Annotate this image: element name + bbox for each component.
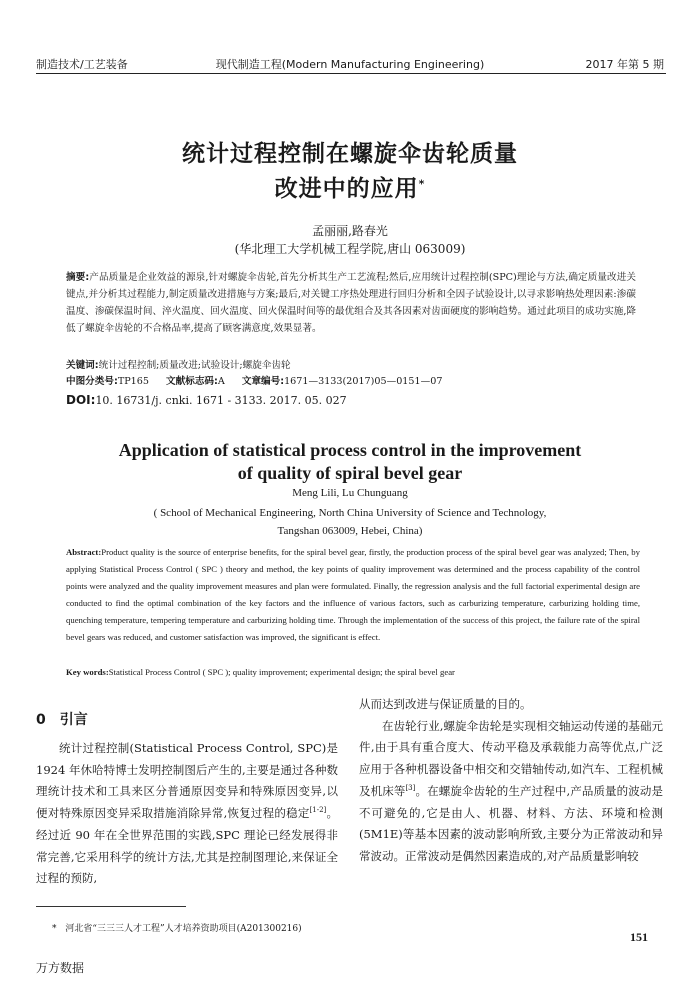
abstract-cn	[66, 269, 636, 337]
section-title: 引言	[59, 712, 88, 728]
left-column-paragraph	[36, 738, 338, 890]
doi-line	[66, 392, 636, 409]
authors-cn: 孟丽丽,路春光	[312, 224, 388, 238]
clc-value: TP165	[117, 376, 149, 387]
affiliation-cn: (华北理工大学机械工程学院,唐山 063009)	[234, 242, 466, 256]
section-number: 0	[36, 712, 46, 728]
doi-value: 10. 16731/j. cnki. 1671 - 3133. 2017. 05. 027	[95, 394, 347, 407]
keywords-en-text: Statistical Process Control ( SPC ); quality improvement; experimental design; the spiral bevel gear	[108, 667, 455, 677]
keywords-cn-label: 关键词:	[66, 360, 99, 371]
title-cn-line2	[0, 170, 700, 203]
abstract-en	[66, 544, 640, 646]
clc-label: 中图分类号:	[66, 376, 118, 387]
section-heading	[36, 709, 88, 729]
abstract-cn-label: 摘要:	[66, 272, 90, 283]
right-paragraph-text-cont: 。在螺旋伞齿轮的生产过程中,产品质量的波动是不可避免的,它是由人、机器、材料、方法、环境和检测(5M1E)等基本因素的波动影响所致,主要分为正常波动和异常波动。正常波动是偶然因素造成的,对产品质量影响较	[359, 783, 664, 863]
right-column-paragraph	[359, 716, 663, 868]
affiliation-en-line1: ( School of Mechanical Engineering, North China University of Science and Technology,	[153, 507, 547, 519]
page-number: 151	[630, 930, 648, 944]
abstract-en-text: Product quality is the source of enterprise benefits, for the spiral bevel gear, firstly, the production process of the spiral bevel gear was analyzed; Then, by applying Statistical Process Control ( SPC ) theory and method, the key points of quality improvement was determined and the process capability of the control points were analyzed and the quality improvement measures and plan were formulated. Finally, the regression analysis and the full factorial experimental design are conducted to find the optimal combination of the key factors and the influence of various factors, such as carburizing temperature, carburizing holding time, quenching temperature, tempering temperature and carburizing holding time. Through the implementation of the success of this project, the failure rate of the spiral bevel gears was reduced, and customer satisfaction was improved, the significant is effect.	[66, 547, 640, 642]
abstract-cn-text: 产品质量是企业效益的源泉,针对螺旋伞齿轮,首先分析其生产工艺流程;然后,应用统计过程控制(SPC)理论与方法,确定质量改进关键点,并分析其过程能力,制定质量改进措施与方案;最后,对关键工序热处理进行回归分析和全因子试验设计,以寻求影响热处理因素:渗碳温度、渗碳保温时间、淬火温度、回火温度、回火保温时间等的最优组合及其各因素对齿面硬度的影响趋势。通过此项目的成功实施,降低了螺旋伞齿轮的不合格品率,提高了顾客满意度,效果显著。	[66, 272, 636, 334]
classification-line	[66, 373, 636, 390]
keywords-cn	[66, 357, 636, 374]
article-no-value: 1671—3133(2017)05—0151—07	[284, 376, 443, 387]
left-paragraph-text: 统计过程控制(Statistical Process Control, SPC)是 1924 年休哈特博士发明控制图后产生的,主要是通过各种数理统计技术和工具来区分普通原因变异和特殊原因变异,以便对特殊原因变异采取措施消除异常,恢复过程的稳定	[36, 741, 338, 821]
title-cn-line1: 统计过程控制在螺旋伞齿轮质量	[182, 141, 518, 167]
title-en-line2: of quality of spiral bevel gear	[237, 463, 463, 483]
running-header-left: 制造技术/工艺装备	[36, 58, 128, 71]
watermark: 万方数据	[36, 961, 85, 975]
footnote-mark: *	[52, 924, 57, 934]
right-column-first-line: 从而达到改进与保证质量的目的。	[359, 697, 532, 711]
keywords-en-label: Key words:	[66, 667, 109, 677]
title-en-line1: Application of statistical process control in the improvement	[118, 440, 582, 460]
running-header-center: 现代制造工程(Modern Manufacturing Engineering)	[215, 58, 485, 71]
affiliation-en-line2: Tangshan 063009, Hebei, China)	[277, 525, 423, 537]
citation-1-2: [1-2]	[309, 806, 327, 815]
doc-code-value: A	[217, 376, 225, 387]
doc-code-label: 文献标志码:	[166, 376, 218, 387]
footnote	[52, 921, 302, 934]
keywords-en	[66, 664, 640, 681]
footnote-rule	[36, 906, 186, 907]
running-header-right: 2017 年第 5 期	[585, 58, 664, 71]
header-rule	[36, 73, 666, 74]
right-column	[359, 694, 663, 868]
title-footnote-mark: *	[418, 177, 426, 191]
authors-en: Meng Lili, Lu Chunguang	[292, 487, 408, 499]
right-paragraph-text: 在齿轮行业,螺旋伞齿轮是实现相交轴运动传递的基础元件,由于具有重合度大、传动平稳及承载能力高等优点,广泛应用于各种机器设备中相交和交错轴传动,如汽车、工程机械及机床等	[359, 718, 663, 798]
abstract-en-label: Abstract:	[66, 547, 102, 557]
citation-3: [3]	[405, 783, 416, 792]
article-no-label: 文章编号:	[241, 376, 285, 387]
footnote-text: 河北省“三三三人才工程”人才培养资助项目(A201300216)	[65, 924, 302, 934]
keywords-cn-text: 统计过程控制;质量改进;试验设计;螺旋伞齿轮	[98, 360, 291, 371]
doi-label: DOI:	[66, 393, 96, 407]
left-paragraph-text-cont: 。经过近 90 年在全世界范围的实践,SPC 理论已经发展得非常完善,它采用科学的统计方法,尤其是控制图理论,来保证全过程的预防,	[36, 806, 339, 886]
title-cn-line2-text: 改进中的应用	[274, 176, 419, 202]
